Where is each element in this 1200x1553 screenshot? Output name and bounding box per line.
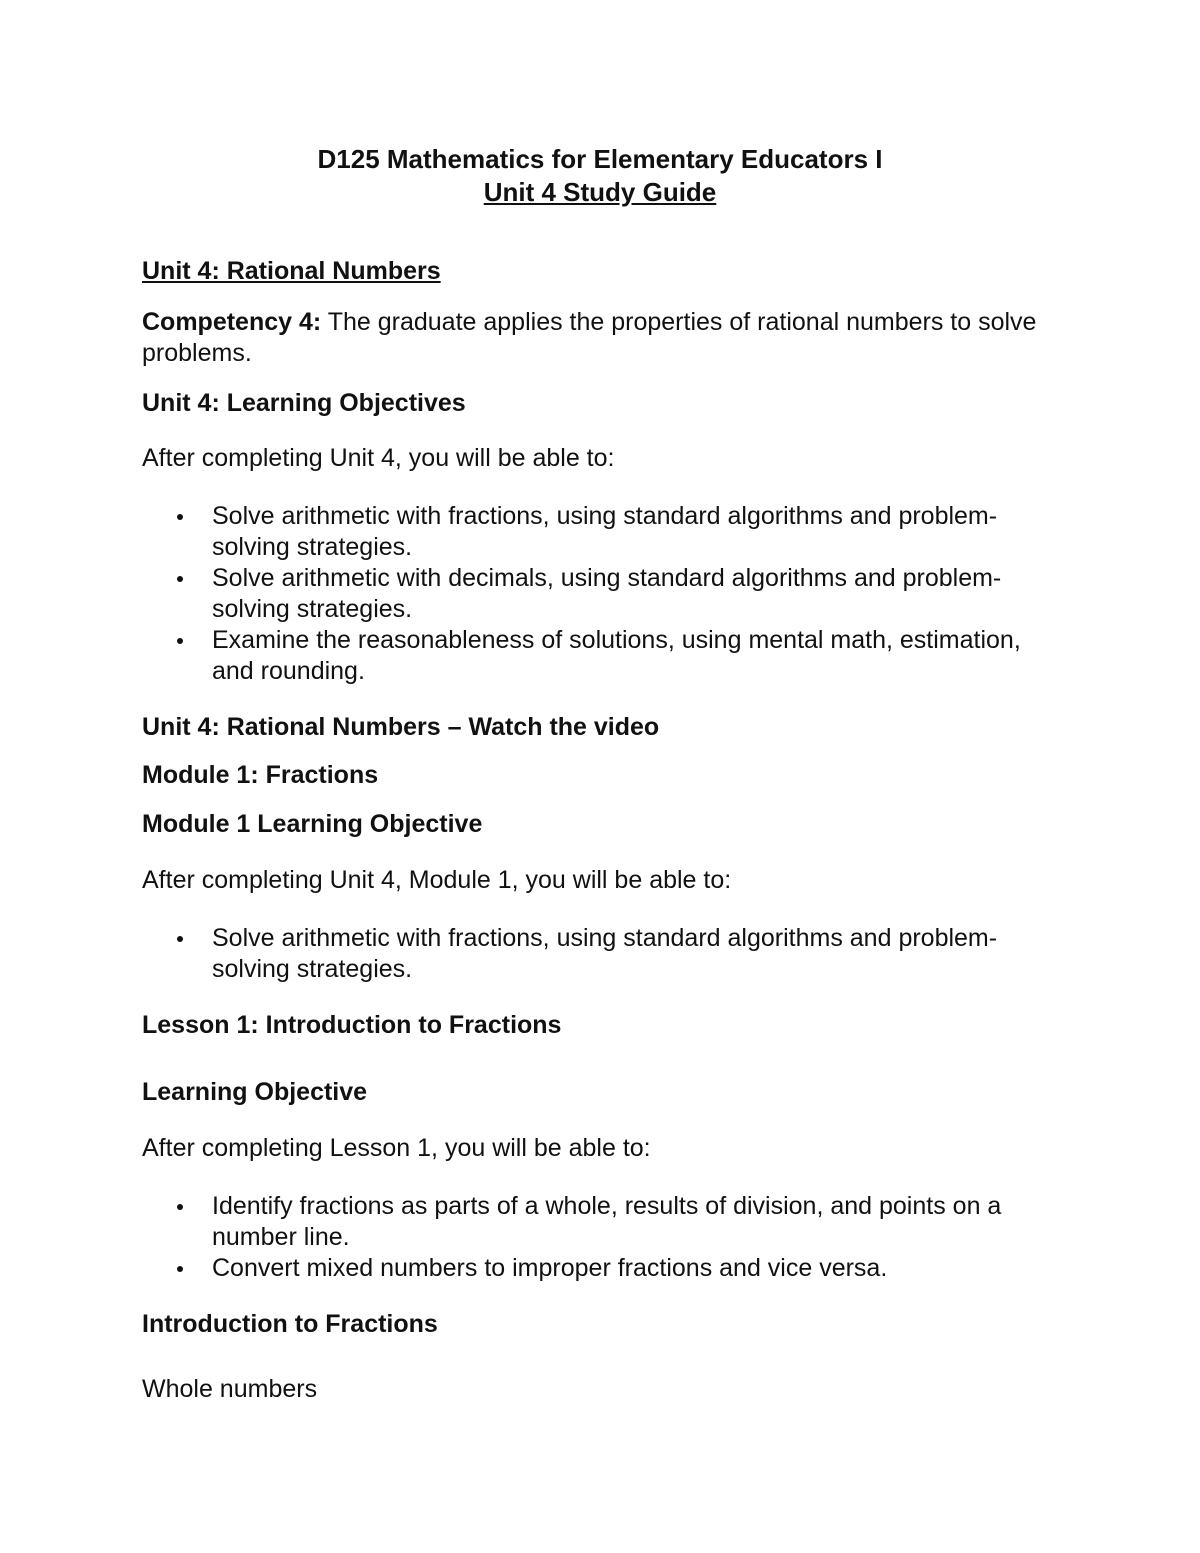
module-objective-intro: After completing Unit 4, Module 1, you will be able to: xyxy=(142,866,732,894)
list-item: Examine the reasonableness of solutions, using mental math, estimation, and rounding. xyxy=(212,625,1062,687)
competency-paragraph xyxy=(142,307,1062,369)
list-item: Convert mixed numbers to improper fractions and vice versa. xyxy=(212,1253,1062,1284)
lesson-objective-heading: Learning Objective xyxy=(142,1078,368,1106)
list-item: Solve arithmetic with fractions, using standard algorithms and problem-solving strategies. xyxy=(212,923,1062,985)
competency-text: The graduate applies the properties of rational numbers to solve problems. xyxy=(142,308,1037,367)
title-block xyxy=(0,143,1200,209)
module-heading: Module 1: Fractions xyxy=(142,761,379,789)
list-item: Identify fractions as parts of a whole, results of division, and points on a number line. xyxy=(212,1191,1062,1253)
unit-heading: Unit 4: Rational Numbers xyxy=(142,257,441,285)
lesson-objective-intro: After completing Lesson 1, you will be able to: xyxy=(142,1134,651,1162)
intro-text: Whole numbers xyxy=(142,1375,318,1403)
unit-video-heading: Unit 4: Rational Numbers – Watch the video xyxy=(142,713,660,741)
document-title: D125 Mathematics for Elementary Educators I xyxy=(317,144,883,174)
intro-heading: Introduction to Fractions xyxy=(142,1310,438,1338)
document-body xyxy=(142,255,1062,1405)
unit-objectives-heading: Unit 4: Learning Objectives xyxy=(142,389,466,417)
module-objective-heading: Module 1 Learning Objective xyxy=(142,810,483,838)
list-item: Solve arithmetic with decimals, using standard algorithms and problem-solving strategies. xyxy=(212,563,1062,625)
module-objectives-list xyxy=(142,923,1062,985)
competency-label: Competency 4: xyxy=(142,308,322,336)
lesson-objectives-list xyxy=(142,1191,1062,1284)
document-subtitle: Unit 4 Study Guide xyxy=(483,177,717,207)
list-item: Solve arithmetic with fractions, using standard algorithms and problem-solving strategies. xyxy=(212,501,1062,563)
unit-objectives-list xyxy=(142,501,1062,687)
lesson-heading: Lesson 1: Introduction to Fractions xyxy=(142,1011,562,1039)
unit-objectives-intro: After completing Unit 4, you will be able to: xyxy=(142,444,615,472)
